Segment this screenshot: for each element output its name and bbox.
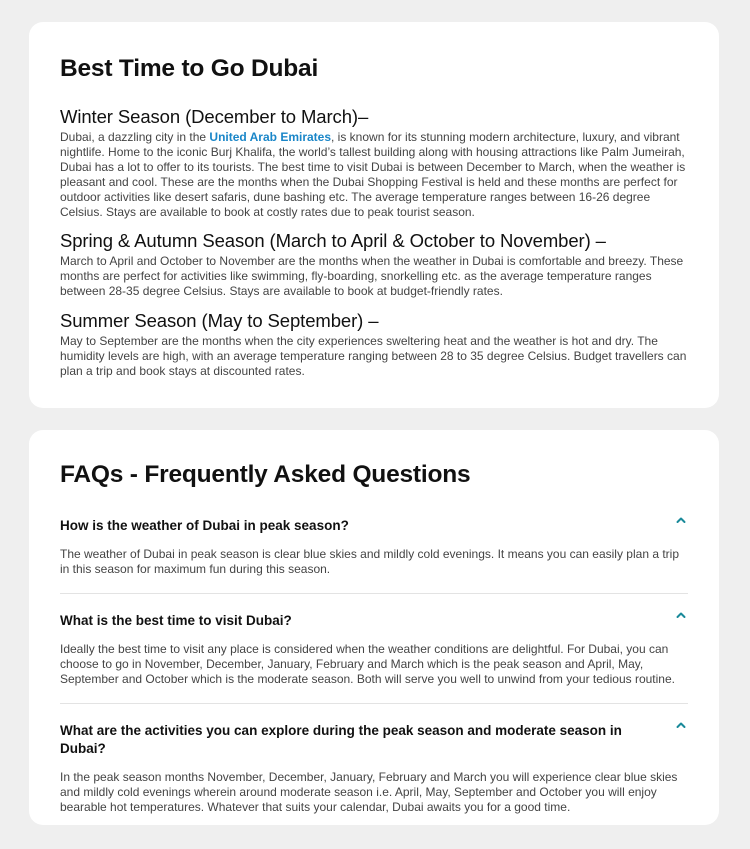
best-time-card (29, 22, 719, 408)
faq-card (29, 430, 719, 825)
spring-autumn-season-section (60, 230, 688, 299)
winter-season-section (60, 106, 688, 220)
chevron-up-icon[interactable] (674, 513, 688, 527)
winter-season-title: Winter Season (December to March)– (60, 106, 369, 127)
faq-question: What are the activities you can explore during the peak season and moderate season in Dubai? (60, 723, 622, 756)
faq-question: What is the best time to visit Dubai? (60, 613, 292, 628)
winter-text-before-link: Dubai, a dazzling city in the (60, 130, 210, 144)
faq-divider (60, 593, 688, 594)
chevron-up-icon[interactable] (674, 608, 688, 622)
uae-link[interactable]: United Arab Emirates (209, 130, 332, 144)
winter-text-after-link: , is known for its stunning modern architecture, luxury, and vibrant nightlife. Home to the iconic Burj Khalifa, the world’s tallest building along with housing attractions like Palm Jumeirah, Dubai has a lot to offer to its tourists. The best time to visit Dubai is between December to March, when the weather is pleasant and cool. These are the months when the Dubai Shopping Festival is held and these months are perfect for outdoor activities like desert safaris, dune bashing etc. The average temperature ranges between 16-26 degree Celsius. Stays are available to book at costly rates due to peak tourist season. (60, 130, 686, 219)
faq-item (60, 517, 688, 577)
faq-question-toggle[interactable] (60, 722, 688, 758)
spring-autumn-season-text: March to April and October to November are the months when the weather in Dubai is comfortable and breezy. These months are perfect for activities like swimming, fly-boarding, snorkelling etc. as the average temperature ranges between 28-35 degree Celsius. Stays are available to book at budget-friendly rates. (60, 254, 684, 298)
winter-season-text (60, 130, 688, 220)
faq-title: FAQs - Frequently Asked Questions (60, 461, 471, 488)
best-time-title: Best Time to Go Dubai (60, 55, 319, 82)
spring-autumn-season-title: Spring & Autumn Season (March to April & October to November) – (60, 230, 606, 251)
faq-answer: The weather of Dubai in peak season is clear blue skies and mildly cold evenings. It means you can easily plan a trip in this season for maximum fun during this season. (60, 547, 680, 576)
summer-season-text: May to September are the months when the city experiences sweltering heat and the weather is hot and dry. The humidity levels are high, with an average temperature ranging between 28 to 35 degree Celsius. Budget travellers can plan a trip and book stays at discounted rates. (60, 334, 687, 378)
faq-divider (60, 703, 688, 704)
faq-question-toggle[interactable] (60, 517, 688, 535)
faq-item (60, 722, 688, 815)
summer-season-section (60, 310, 688, 379)
chevron-up-icon[interactable] (674, 718, 688, 732)
faq-question-toggle[interactable] (60, 612, 688, 630)
summer-season-title: Summer Season (May to September) – (60, 310, 379, 331)
faq-item (60, 612, 688, 687)
faq-answer: Ideally the best time to visit any place is considered when the weather conditions are delightful. For Dubai, you can choose to go in November, December, January, February and March which is the peak season and April, May, September and October which is the moderate season. Both will serve you well to unwind from your tedious routine. (60, 642, 675, 686)
faq-answer: In the peak season months November, December, January, February and March you will experience clear blue skies and mildly cold evenings wherein around moderate season i.e. April, May, September and October you will enjoy bearable hot temperatures. Whatever that suits your calendar, Dubai awaits you for a good time. (60, 770, 678, 814)
faq-question: How is the weather of Dubai in peak season? (60, 518, 349, 533)
